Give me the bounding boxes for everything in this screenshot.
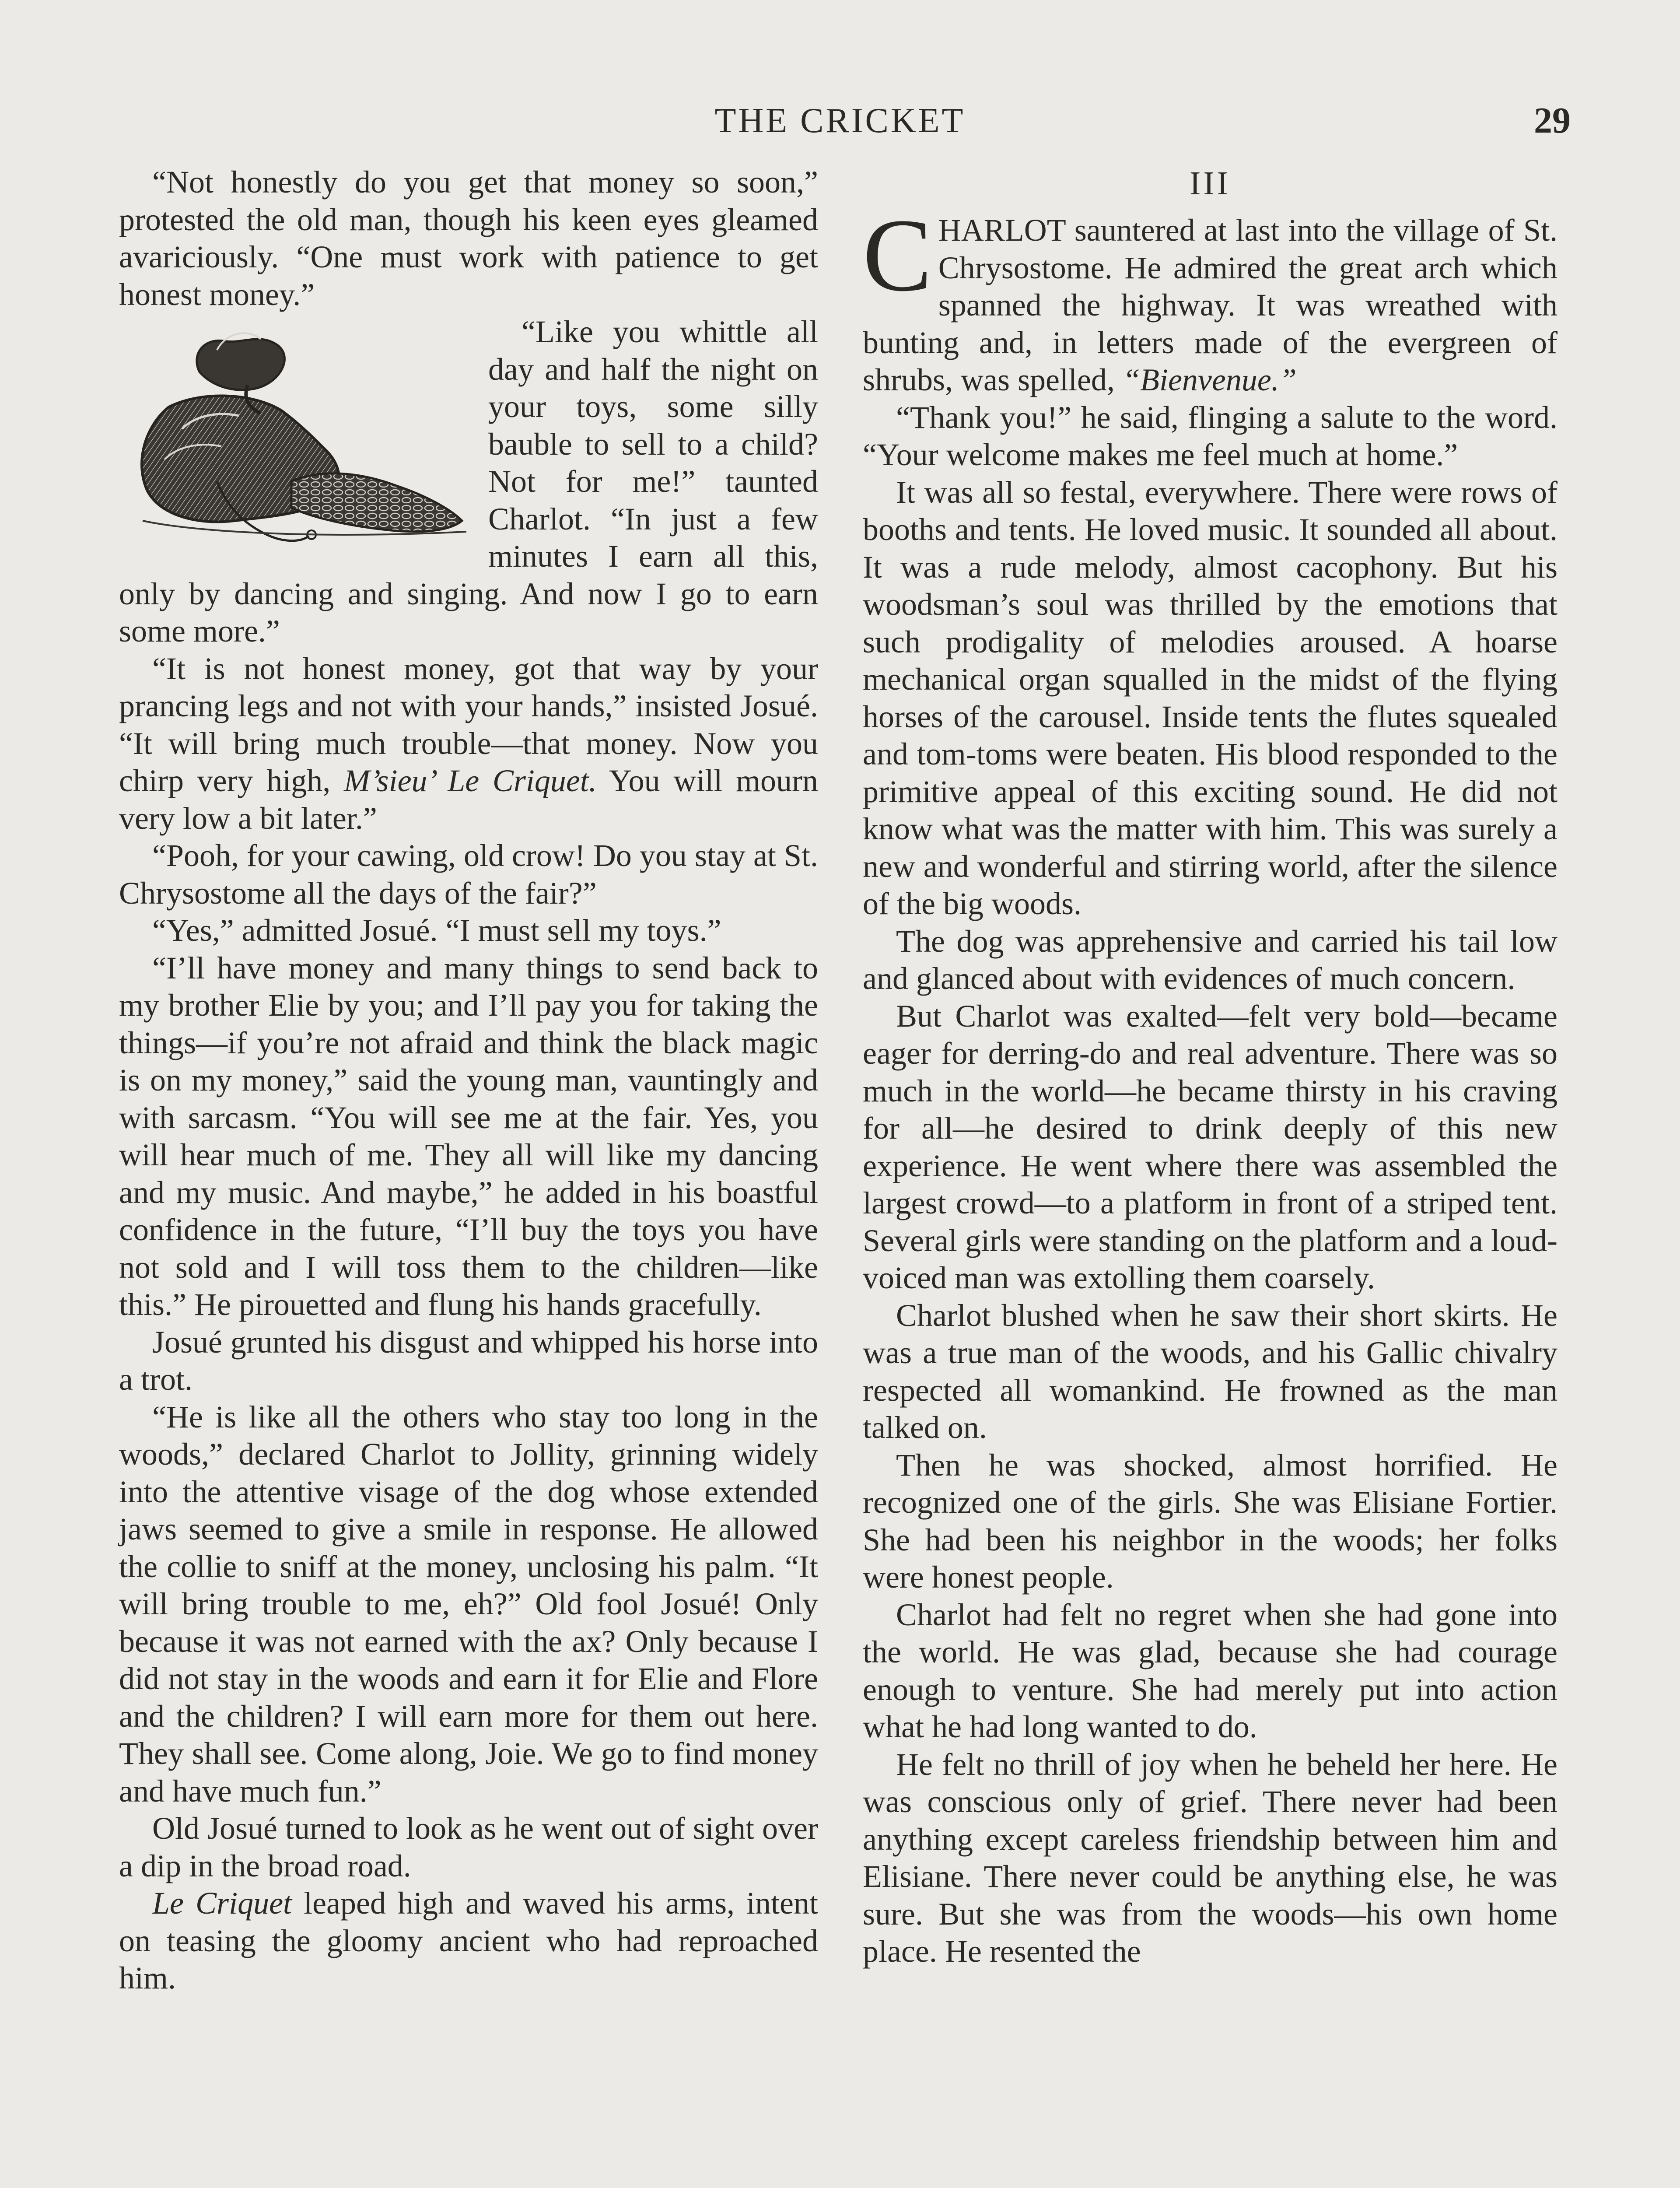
toy-bundle-woodcut-icon <box>116 315 480 551</box>
paragraph <box>119 650 818 838</box>
paragraph: Old Josué turned to look as he went out of sight over a dip in the broad road. <box>119 1811 818 1883</box>
paragraph: “He is like all the others who stay too long in the woods,” declared Charlot to Jollity, grinning widely into the attentive visage of the dog whose extended jaws seemed to give a smile in response. He allowed the collie to sniff at the money, unclosing his palm. “It will bring trouble to me, eh?” Old fool Josué! Only because it was not earned with the ax? Only because I did not stay in the woods and earn it for Elie and Flore and the children? I will earn more for them out here. They shall see. Come along, Joie. We go to find money and have much fun.” <box>119 1399 818 1809</box>
paragraph: “I’ll have money and many things to send back to my brother Elie by you; and I’ll pay you for taking the things—if you’re not afraid and think the black magic is on my money,” said the young man, vauntingly and with sarcasm. “You will see me at the fair. Yes, you will hear much of me. They all will like my dancing and my music. And maybe,” he added in his boastful confidence in the future, “I’ll buy the toys you have not sold and I will toss them to the children—like this.” He pirouetted and flung his hands gracefully. <box>119 950 818 1322</box>
paragraph: Charlot blushed when he saw their short skirts. He was a true man of the woods, and his Gallic chivalry respected all womankind. He frowned as the man talked on. <box>863 1297 1558 1445</box>
italic-word: “Bienvenue.” <box>1122 362 1297 397</box>
italic-lead: Le Criquet <box>152 1886 292 1921</box>
paragraph: He felt no thrill of joy when he beheld her here. He was conscious only of grief. There never had been anything except careless friendship between him and Elisiane. There never could be anything else, he was sure. But she was from the woods—his own home place. He resented the <box>863 1746 1558 1969</box>
page-number: 29 <box>1534 100 1571 141</box>
paragraph: The dog was apprehensive and carried his tail low and glanced about with evidences of much concern. <box>863 923 1558 996</box>
paragraph <box>863 198 1558 399</box>
section-number: III <box>1190 165 1231 202</box>
paragraph: Josué grunted his disgust and whipped his horse into a trot. <box>119 1324 818 1397</box>
running-title: THE CRICKET <box>714 102 966 140</box>
paragraph <box>119 1885 818 1997</box>
paragraph: “Pooh, for your cawing, old crow! Do you stay at St. Chrysostome all the days of the fair?” <box>119 838 818 911</box>
paragraph: Charlot had felt no regret when she had gone into the world. He was glad, because she had courage enough to venture. She had merely put into action what he had long wanted to do. <box>863 1597 1558 1744</box>
paragraph: “Thank you!” he said, flinging a salute to the word. “Your welcome makes me feel much at home.” <box>863 400 1558 472</box>
left-column <box>119 164 818 1997</box>
paragraph-text: leaped high and waved his arms, intent on teasing the gloomy ancient who had reproached him. <box>119 1886 818 1995</box>
right-column <box>863 164 1558 1971</box>
paragraph: It was all so festal, everywhere. There were rows of booths and tents. He loved music. It sounded all about. It was a rude melody, almost cacophony. But his woodsman’s soul was thrilled by the emotions that such prodigality of melodies aroused. A hoarse mechanical organ squalled in the midst of the flying horses of the carousel. Inside tents the flutes squealed and tom-toms were beaten. His blood responded to the primitive appeal of this exciting sound. He did not know what was the matter with him. This was surely a new and wonderful and stirring world, after the silence of the big woods. <box>863 474 1558 921</box>
paragraph: But Charlot was exalted—felt very bold—became eager for derring-do and real adventure. There was so much in the world—he became thirsty in his craving for all—he desired to drink deeply of this new experience. He went where there was assembled the largest crowd—to a platform in front of a striped tent. Several girls were standing on the platform and a loud-voiced man was extolling them coarsely. <box>863 998 1558 1295</box>
running-head <box>0 100 1680 142</box>
paragraph: Then he was shocked, almost horrified. He recognized one of the girls. She was Elisiane Fortier. She had been his neighbor in the woods; her folks were honest people. <box>863 1447 1558 1595</box>
italic-name: M’sieu’ Le Criquet. <box>343 763 597 798</box>
paragraph-text: You will mourn very low a bit later.” <box>119 763 819 836</box>
paragraph-text: HARLOT sauntered at last into the village of St. Chrysostome. He admired the great arch which spanned the highway. It was wreathed with bunting and, in letters made of the evergreen of shrubs, was spelled, <box>863 213 1558 397</box>
paragraph-text: “It is not honest money, got that way by your prancing legs and not with your hands,” insisted Josué. “It will bring much trouble—that money. Now you chirp very high, <box>119 651 818 798</box>
paragraph: “Like you whittle all day and half the night on your toys, some silly bauble to sell to a child? Not for me!” taunted Charlot. “In just a few minutes I earn all this, only by dancing and singing. And now I go to earn some more.” <box>119 314 818 649</box>
drop-cap: C <box>863 198 932 313</box>
toy-bundle-illustration <box>116 315 480 551</box>
paragraph: “Not honestly do you get that money so soon,” protested the old man, though his keen eyes gleamed avariciously. “One must work with patience to get honest money.” <box>119 165 818 312</box>
paragraph: “Yes,” admitted Josué. “I must sell my toys.” <box>152 913 721 948</box>
